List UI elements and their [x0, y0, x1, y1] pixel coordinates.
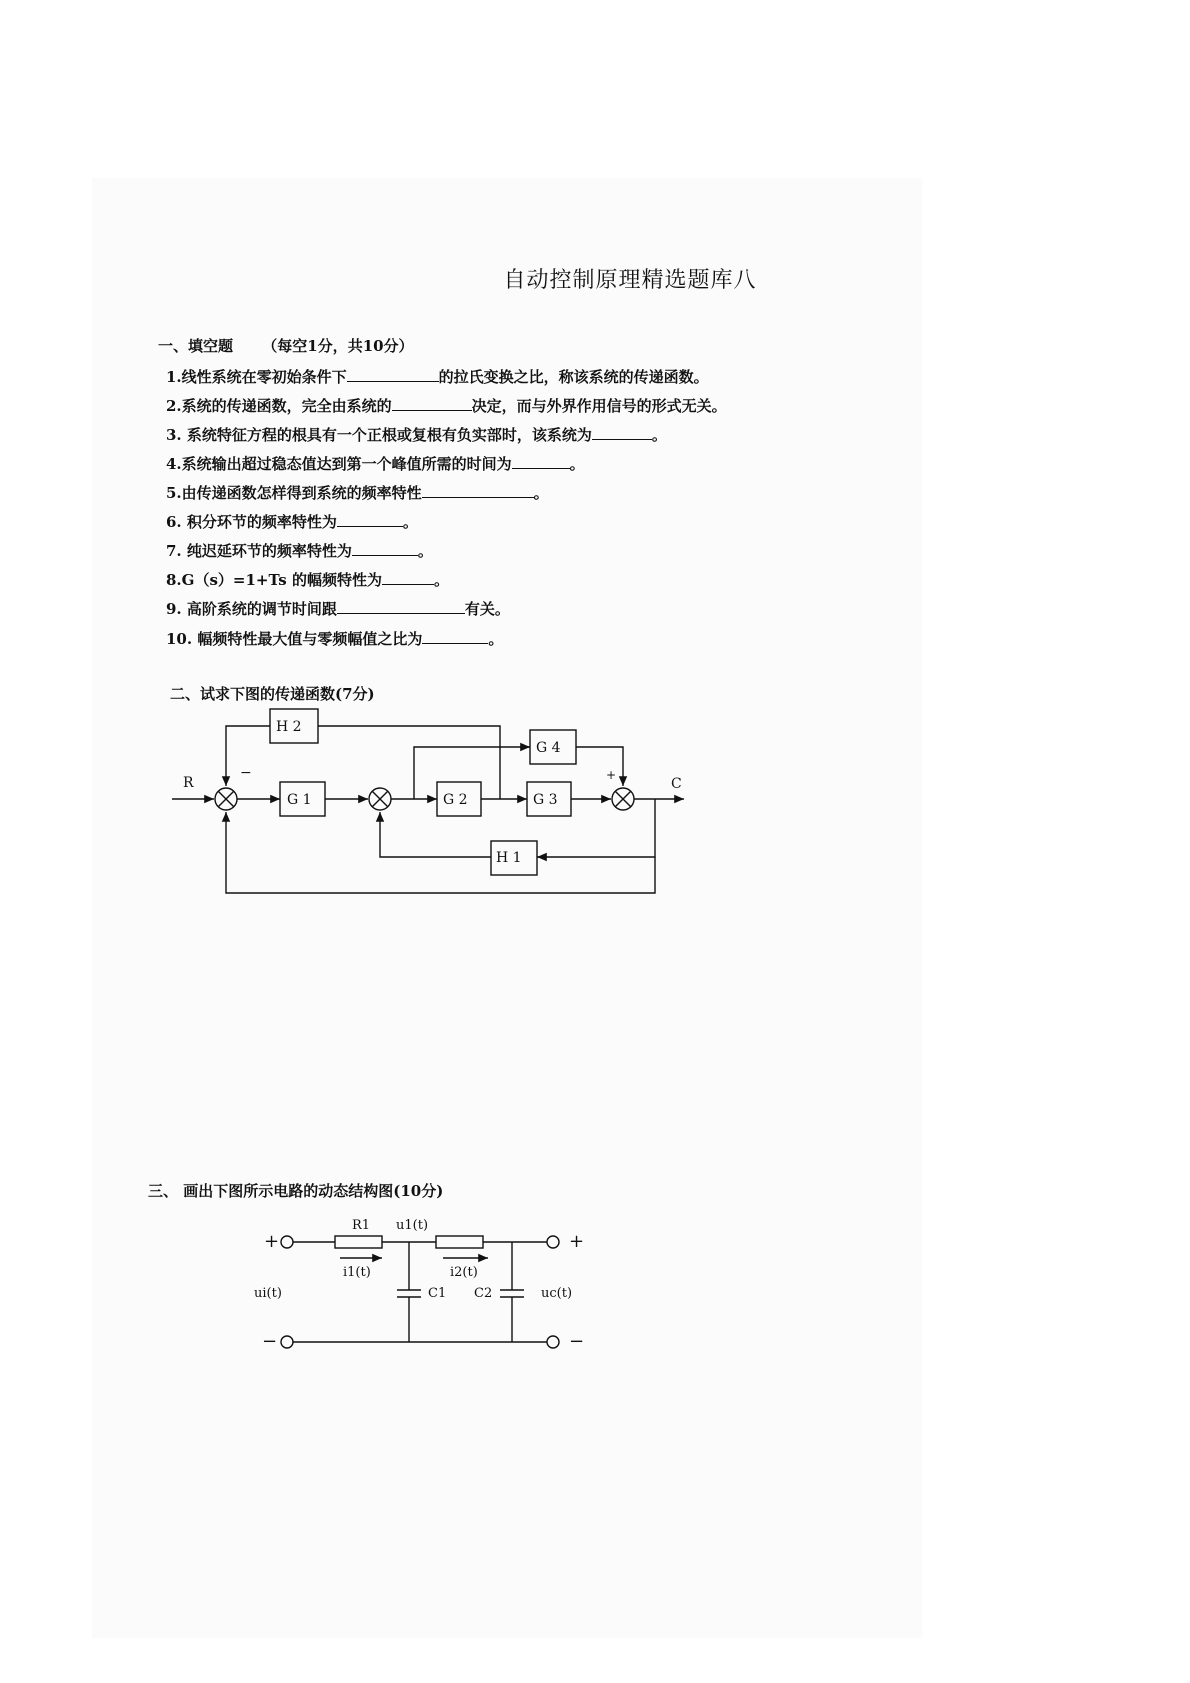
label-uc: uc(t): [541, 1286, 573, 1301]
question-10: 10. 幅频特性最大值与零频幅值之比为 。: [166, 630, 504, 648]
answer-blank[interactable]: [352, 541, 418, 556]
answer-blank[interactable]: [512, 454, 570, 469]
answer-blank[interactable]: [392, 396, 472, 411]
block-diagram: [160, 705, 700, 905]
label-G2: G 2: [443, 792, 468, 808]
label-u1: u1(t): [396, 1218, 429, 1233]
label-ui: ui(t): [254, 1286, 282, 1301]
terminal-in-minus: [281, 1336, 293, 1348]
question-8: 8.G（s）=1+Ts 的幅频特性为 。: [166, 571, 449, 589]
label-H1: H 1: [496, 850, 522, 866]
label-H2: H 2: [276, 719, 302, 735]
label-i2: i2(t): [450, 1265, 478, 1280]
question-5: 5.由传递函数怎样得到系统的频率特性 。: [166, 484, 549, 502]
page-title: 自动控制原理精选题库八: [503, 268, 757, 293]
label-i1: i1(t): [343, 1265, 371, 1280]
terminal-out-minus: [547, 1336, 559, 1348]
label-minus: −: [240, 765, 252, 781]
circuit-diagram: [240, 1205, 620, 1355]
label-G3: G 3: [533, 792, 558, 808]
label-C2: C2: [474, 1286, 493, 1301]
answer-blank[interactable]: [592, 425, 652, 440]
answer-blank[interactable]: [337, 599, 465, 614]
answer-blank[interactable]: [422, 629, 488, 644]
resistor-R1: [335, 1236, 382, 1248]
question-4: 4.系统输出超过稳态值达到第一个峰值所需的时间为 。: [166, 455, 585, 473]
question-6: 6. 积分环节的频率特性为 。: [166, 513, 418, 531]
label-C1: C1: [428, 1286, 447, 1301]
label-G4: G 4: [536, 740, 561, 756]
section3-heading: 三、 画出下图所示电路的动态结构图(10分): [148, 1182, 444, 1200]
answer-blank[interactable]: [347, 367, 439, 382]
section2-heading: 二、试求下图的传递函数(7分): [170, 685, 375, 703]
question-9: 9. 高阶系统的调节时间跟 有关。: [166, 600, 510, 618]
terminal-in-plus: [281, 1236, 293, 1248]
question-7: 7. 纯迟延环节的频率特性为 。: [166, 542, 433, 560]
terminal-out-plus: [547, 1236, 559, 1248]
section1-heading: 一、填空题 （每空1分，共10分）: [158, 337, 414, 355]
answer-blank[interactable]: [337, 512, 403, 527]
summing-junction-2: [369, 788, 391, 810]
summing-junction-3: [612, 788, 634, 810]
answer-blank[interactable]: [382, 570, 434, 585]
answer-blank[interactable]: [422, 483, 534, 498]
question-2: 2.系统的传递函数，完全由系统的 决定，而与外界作用信号的形式无关。: [166, 397, 727, 415]
label-G1: G 1: [287, 792, 312, 808]
label-out-plus: +: [569, 1231, 585, 1252]
section1-points: （每空1分，共10分）: [262, 337, 414, 355]
label-out-minus: −: [569, 1331, 585, 1352]
label-in-minus: −: [262, 1331, 278, 1352]
label-plus: +: [606, 768, 617, 782]
resistor-R2: [436, 1236, 483, 1248]
question-1: 1.线性系统在零初始条件下 的拉氏变换之比，称该系统的传递函数。: [166, 368, 709, 386]
question-3: 3. 系统特征方程的根具有一个正根或复根有负实部时，该系统为 。: [166, 426, 667, 444]
label-R1: R1: [352, 1218, 371, 1233]
label-C: C: [671, 776, 682, 792]
label-in-plus: +: [264, 1231, 280, 1252]
label-R: R: [183, 775, 194, 791]
summing-junction-1: [215, 788, 237, 810]
